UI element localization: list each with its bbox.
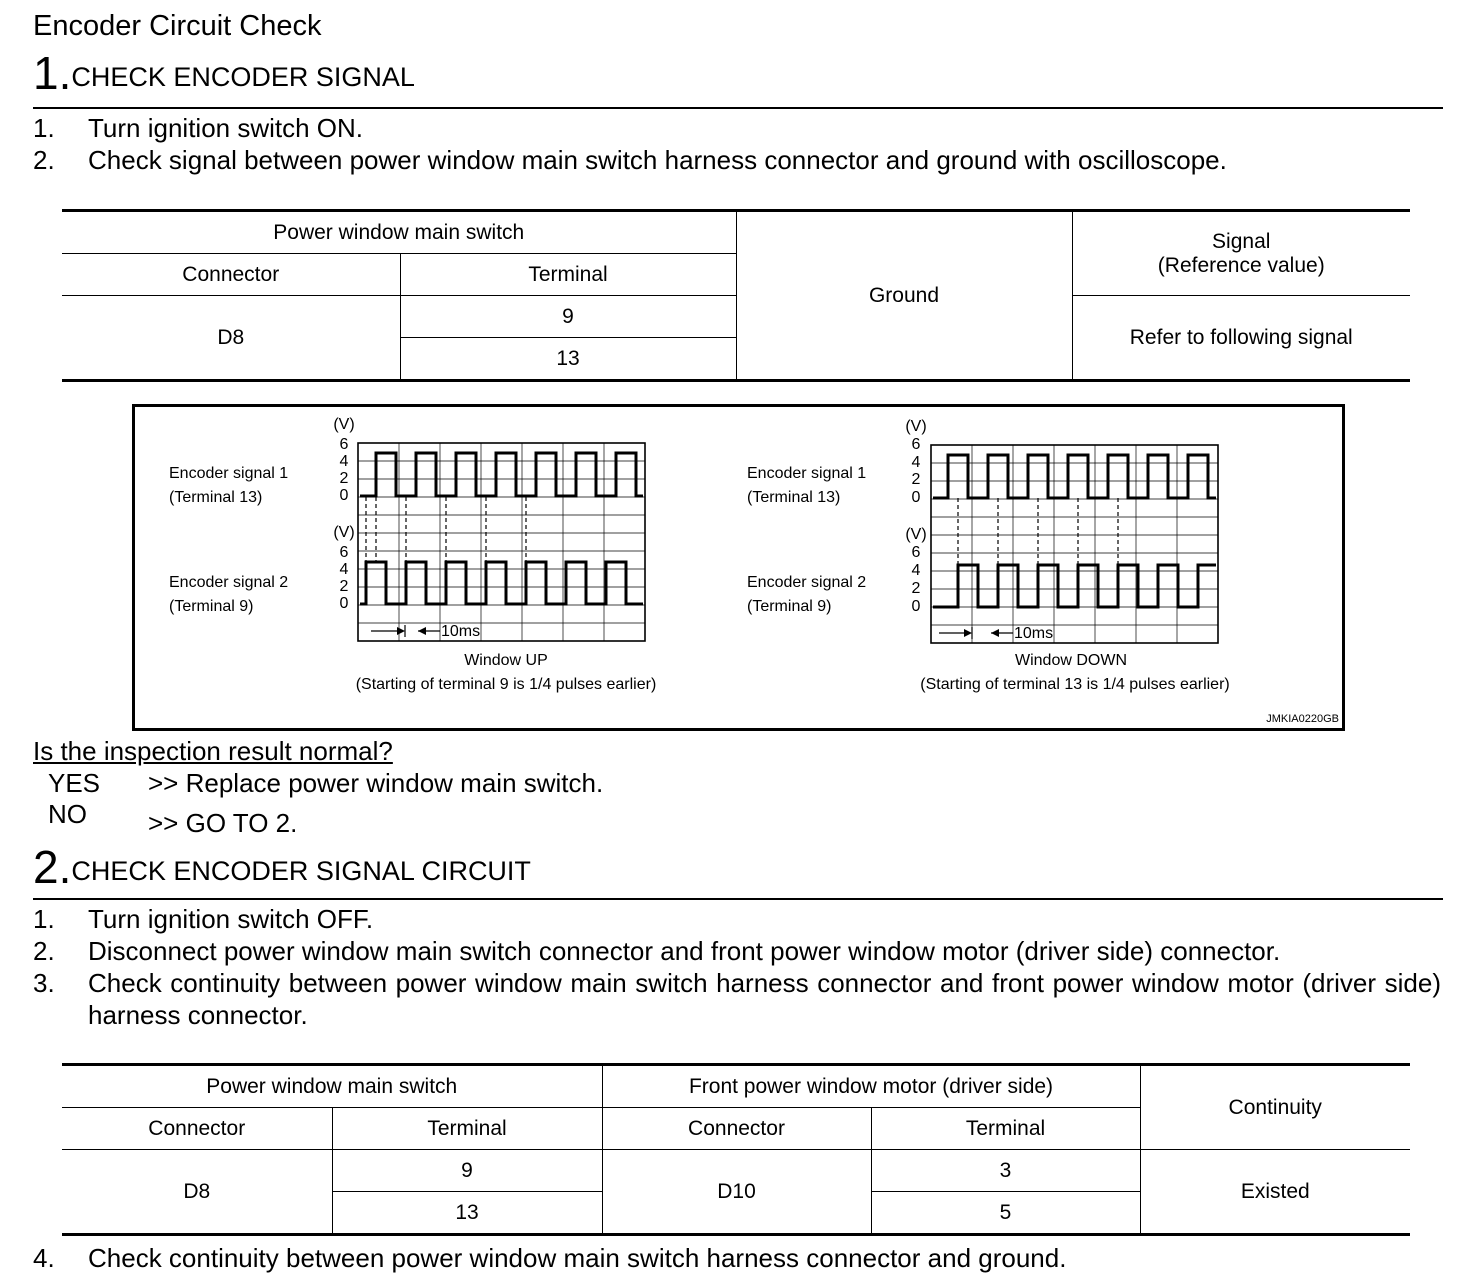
answer-yes-key: YES: [48, 768, 101, 798]
down-tick: 0: [911, 489, 921, 506]
answer-no-text: >> GO TO 2.: [148, 808, 298, 838]
step1-instruction: 1. Turn ignition switch ON.: [33, 113, 364, 143]
step2-next-instruction: [33, 1242, 1066, 1274]
down-signal2-terminal: (Terminal 9): [747, 598, 832, 615]
up-tick: 6: [339, 436, 349, 453]
step2-instruction: 4. Check continuity between power window main switch harness connector and ground.: [33, 1243, 1067, 1273]
waveform-figure: [135, 407, 1342, 728]
oscilloscope-diagram: [132, 404, 1345, 731]
down-grid-frame: [931, 445, 1218, 643]
up-time-arrowhead: [397, 627, 405, 635]
table2-continuity-header: Continuity: [1140, 1065, 1410, 1150]
step1-divider: [33, 107, 1443, 109]
table2-motor-terminal: 5: [871, 1192, 1140, 1235]
table1-signal-value: Refer to following signal: [1072, 296, 1410, 381]
table1-connector-header: Connector: [62, 254, 400, 296]
up-tick: 0: [339, 595, 349, 612]
up-tick: 2: [339, 578, 349, 595]
down-time-label: 10ms: [1014, 625, 1054, 642]
table2-switch-group-header: Power window main switch: [62, 1065, 602, 1108]
table1-group-header: Power window main switch: [62, 211, 736, 254]
up-time-label: 10ms: [441, 623, 481, 640]
down-gridlines: [931, 445, 1218, 643]
table2-switch-terminal: 13: [332, 1192, 602, 1235]
step2-heading: [33, 840, 531, 894]
step2-instructions: [33, 903, 1441, 1031]
down-tick: 2: [911, 471, 921, 488]
table2-switch-connector-header: Connector: [62, 1108, 332, 1150]
table2-switch-terminal: 9: [332, 1150, 602, 1192]
up-unit-1: (V): [333, 416, 355, 433]
step2-instruction: 3. Check continuity between power window main switch harness connector and front power window motor (driver side) harness connector.: [33, 968, 1441, 1030]
step2-instruction: 2. Disconnect power window main switch connector and front power window motor (driver side) connector.: [33, 936, 1281, 966]
up-time-arrowhead: [418, 627, 426, 635]
down-tick: 4: [911, 562, 921, 579]
table2-motor-group-header: Front power window motor (driver side): [602, 1065, 1140, 1108]
step1-heading-text: CHECK ENCODER SIGNAL: [71, 62, 415, 92]
step1-number: 1.: [33, 47, 72, 99]
down-unit-2: (V): [905, 526, 927, 543]
up-gridlines: [358, 443, 645, 641]
up-grid-frame: [358, 443, 645, 641]
figure-id: JMKIA0220GB: [1266, 713, 1339, 725]
step2-number: 2.: [33, 841, 72, 893]
up-unit-2: (V): [333, 524, 355, 541]
up-signal1-terminal: (Terminal 13): [169, 489, 263, 506]
down-time-arrowhead: [991, 629, 999, 637]
step2-divider: [33, 898, 1443, 900]
up-encoder-signal-1-trace: [360, 453, 643, 496]
answer-yes-text: >> Replace power window main switch.: [148, 768, 604, 798]
down-unit-1: (V): [905, 418, 927, 435]
down-phase-markers: [958, 498, 1118, 565]
table2-switch-connector: D8: [62, 1150, 332, 1235]
inspection-question: Is the inspection result normal?: [33, 736, 393, 766]
up-tick: 4: [339, 561, 349, 578]
window-down-panel: [747, 418, 1230, 693]
table2-motor-connector: D10: [602, 1150, 871, 1235]
page-title: Encoder Circuit Check: [33, 10, 322, 42]
down-signal1-label: Encoder signal 1: [747, 465, 867, 482]
down-title: Window DOWN: [1014, 652, 1128, 669]
window-up-panel: [169, 416, 656, 693]
table2-continuity-value: Existed: [1140, 1150, 1410, 1235]
down-tick: 2: [911, 580, 921, 597]
table1-terminal-value: 9: [400, 296, 736, 338]
up-signal1-label: Encoder signal 1: [169, 465, 289, 482]
down-tick: 0: [911, 598, 921, 615]
down-time-arrowhead: [964, 629, 972, 637]
down-tick: 6: [911, 544, 921, 561]
table2-motor-terminal: 3: [871, 1150, 1140, 1192]
down-signal2-label: Encoder signal 2: [747, 574, 867, 591]
step2-heading-text: CHECK ENCODER SIGNAL CIRCUIT: [71, 856, 531, 886]
up-encoder-signal-2-trace: [360, 562, 643, 604]
signal-spec-table: [62, 209, 1410, 382]
up-tick: 0: [339, 487, 349, 504]
table2-motor-connector-header: Connector: [602, 1108, 871, 1150]
table1-connector-value: D8: [62, 296, 400, 381]
up-tick: 2: [339, 470, 349, 487]
up-phase-markers: [366, 497, 526, 562]
up-tick: 6: [339, 544, 349, 561]
table1-ground-header: Ground: [736, 211, 1072, 381]
step1-instructions: [33, 112, 1227, 176]
table2-motor-terminal-header: Terminal: [871, 1108, 1140, 1150]
up-signal2-label: Encoder signal 2: [169, 574, 289, 591]
step2-instruction: 1. Turn ignition switch OFF.: [33, 904, 374, 934]
answer-no-key: NO: [48, 799, 87, 829]
continuity-table: [62, 1063, 1410, 1236]
table1-terminal-header: Terminal: [400, 254, 736, 296]
step1-instruction: 2. Check signal between power window main switch harness connector and ground with oscilloscope.: [33, 145, 1227, 175]
table1-signal-header: Signal (Reference value): [1072, 211, 1410, 296]
step1-heading: [33, 46, 415, 100]
down-encoder-signal-1-trace: [933, 455, 1216, 498]
down-tick: 4: [911, 454, 921, 471]
up-note: (Starting of terminal 9 is 1/4 pulses earlier): [355, 676, 657, 693]
down-note: (Starting of terminal 13 is 1/4 pulses earlier): [920, 676, 1230, 693]
up-title: Window UP: [464, 652, 548, 669]
down-signal1-terminal: (Terminal 13): [747, 489, 841, 506]
table2-switch-terminal-header: Terminal: [332, 1108, 602, 1150]
up-tick: 4: [339, 453, 349, 470]
table1-terminal-value: 13: [400, 338, 736, 381]
up-signal2-terminal: (Terminal 9): [169, 598, 254, 615]
down-tick: 6: [911, 436, 921, 453]
